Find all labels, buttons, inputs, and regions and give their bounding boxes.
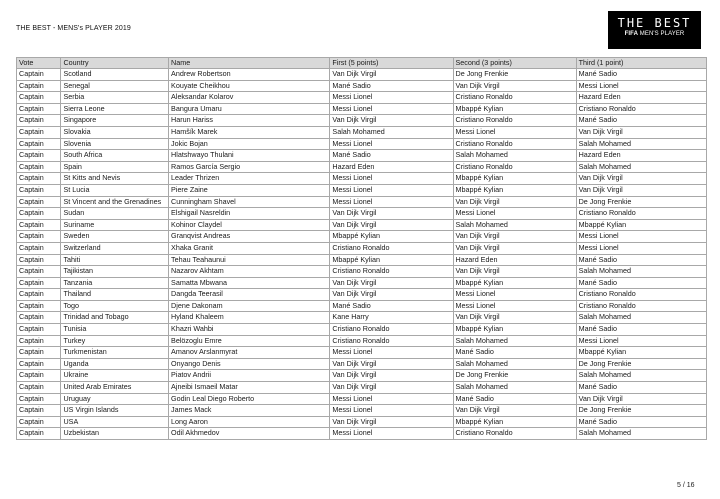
cell-third: Salah Mohamed	[576, 161, 706, 173]
cell-second: Cristiano Ronaldo	[453, 138, 576, 150]
cell-vote: Captain	[17, 161, 61, 173]
logo-line-1: THE BEST	[617, 16, 692, 30]
table-row	[17, 289, 707, 301]
table-row	[17, 126, 707, 138]
cell-country: Suriname	[61, 219, 169, 231]
cell-country: Uruguay	[61, 393, 169, 405]
cell-third: Mané Sadio	[576, 277, 706, 289]
cell-second: Hazard Eden	[453, 254, 576, 266]
cell-second: Mbappé Kylian	[453, 277, 576, 289]
cell-third: Cristiano Ronaldo	[576, 103, 706, 115]
cell-vote: Captain	[17, 196, 61, 208]
cell-third: De Jong Frenkie	[576, 358, 706, 370]
cell-third: Mbappé Kylian	[576, 347, 706, 359]
cell-vote: Captain	[17, 405, 61, 417]
cell-vote: Captain	[17, 231, 61, 243]
cell-third: Hazard Eden	[576, 92, 706, 104]
cell-first: Van Dijk Virgil	[330, 370, 453, 382]
cell-name: Long Aaron	[169, 416, 330, 428]
cell-name: Kohinor Claydel	[169, 219, 330, 231]
cell-first: Cristiano Ronaldo	[330, 324, 453, 336]
cell-first: Messi Lionel	[330, 92, 453, 104]
cell-name: Cunningham Shavel	[169, 196, 330, 208]
cell-third: Cristiano Ronaldo	[576, 300, 706, 312]
cell-vote: Captain	[17, 254, 61, 266]
cell-country: Uganda	[61, 358, 169, 370]
cell-country: Switzerland	[61, 242, 169, 254]
cell-third: De Jong Frenkie	[576, 405, 706, 417]
cell-first: Mbappé Kylian	[330, 254, 453, 266]
cell-first: Mané Sadio	[330, 80, 453, 92]
table-row	[17, 370, 707, 382]
cell-name: Odil Akhmedov	[169, 428, 330, 440]
table-row	[17, 405, 707, 417]
cell-country: Sierra Leone	[61, 103, 169, 115]
cell-first: Mané Sadio	[330, 300, 453, 312]
cell-name: Harun Hariss	[169, 115, 330, 127]
cell-third: Cristiano Ronaldo	[576, 208, 706, 220]
cell-third: Messi Lionel	[576, 242, 706, 254]
cell-first: Messi Lionel	[330, 138, 453, 150]
cell-country: Serbia	[61, 92, 169, 104]
cell-name: Dangda Teerasil	[169, 289, 330, 301]
cell-name: Nazarov Akhtam	[169, 266, 330, 278]
cell-first: Kane Harry	[330, 312, 453, 324]
cell-third: Messi Lionel	[576, 231, 706, 243]
cell-vote: Captain	[17, 324, 61, 336]
cell-second: Salah Mohamed	[453, 150, 576, 162]
cell-third: Mbappé Kylian	[576, 219, 706, 231]
cell-vote: Captain	[17, 126, 61, 138]
table-row	[17, 196, 707, 208]
header-second: Second (3 points)	[453, 58, 576, 69]
cell-second: Mbappé Kylian	[453, 184, 576, 196]
cell-vote: Captain	[17, 300, 61, 312]
cell-second: Cristiano Ronaldo	[453, 115, 576, 127]
table-row	[17, 254, 707, 266]
table-row	[17, 208, 707, 220]
cell-second: De Jong Frenkie	[453, 69, 576, 81]
table-body	[17, 69, 707, 440]
table-row	[17, 416, 707, 428]
cell-country: Togo	[61, 300, 169, 312]
cell-vote: Captain	[17, 416, 61, 428]
cell-first: Messi Lionel	[330, 196, 453, 208]
cell-name: Belözoglu Emre	[169, 335, 330, 347]
cell-third: Van Dijk Virgil	[576, 184, 706, 196]
table-row	[17, 150, 707, 162]
cell-vote: Captain	[17, 393, 61, 405]
cell-third: Salah Mohamed	[576, 138, 706, 150]
cell-country: Scotland	[61, 69, 169, 81]
table-row	[17, 382, 707, 394]
cell-country: St Kitts and Nevis	[61, 173, 169, 185]
cell-first: Messi Lionel	[330, 103, 453, 115]
cell-name: Piere Zaine	[169, 184, 330, 196]
table-row	[17, 173, 707, 185]
cell-name: Samatta Mbwana	[169, 277, 330, 289]
cell-second: Van Dijk Virgil	[453, 80, 576, 92]
cell-third: Messi Lionel	[576, 80, 706, 92]
cell-first: Cristiano Ronaldo	[330, 266, 453, 278]
cell-first: Cristiano Ronaldo	[330, 242, 453, 254]
cell-third: De Jong Frenkie	[576, 196, 706, 208]
the-best-fifa-logo	[608, 11, 701, 49]
table-row	[17, 335, 707, 347]
cell-country: Thailand	[61, 289, 169, 301]
table-row	[17, 300, 707, 312]
table-row	[17, 242, 707, 254]
table-row	[17, 266, 707, 278]
cell-country: Tahiti	[61, 254, 169, 266]
cell-country: Tajikistan	[61, 266, 169, 278]
cell-second: Mbappé Kylian	[453, 416, 576, 428]
cell-name: Amanov Arslanmyrat	[169, 347, 330, 359]
table-row	[17, 103, 707, 115]
cell-third: Salah Mohamed	[576, 370, 706, 382]
cell-vote: Captain	[17, 115, 61, 127]
cell-name: Onyango Denis	[169, 358, 330, 370]
cell-third: Mané Sadio	[576, 115, 706, 127]
header-country: Country	[61, 58, 169, 69]
cell-name: Ramos García Sergio	[169, 161, 330, 173]
cell-second: Messi Lionel	[453, 208, 576, 220]
cell-second: Messi Lionel	[453, 300, 576, 312]
cell-country: Turkmenistan	[61, 347, 169, 359]
cell-second: Salah Mohamed	[453, 335, 576, 347]
table-row	[17, 80, 707, 92]
cell-third: Mané Sadio	[576, 324, 706, 336]
cell-country: Tunisia	[61, 324, 169, 336]
cell-vote: Captain	[17, 289, 61, 301]
cell-country: Uzbekistan	[61, 428, 169, 440]
cell-third: Mané Sadio	[576, 416, 706, 428]
cell-first: Van Dijk Virgil	[330, 219, 453, 231]
cell-country: Sweden	[61, 231, 169, 243]
cell-vote: Captain	[17, 173, 61, 185]
cell-name: Aleksandar Kolarov	[169, 92, 330, 104]
table-header-row	[17, 58, 707, 69]
cell-name: Kouyate Cheikhou	[169, 80, 330, 92]
cell-vote: Captain	[17, 277, 61, 289]
cell-first: Messi Lionel	[330, 393, 453, 405]
cell-country: Turkey	[61, 335, 169, 347]
cell-vote: Captain	[17, 103, 61, 115]
cell-country: St Vincent and the Grenadines	[61, 196, 169, 208]
cell-third: Salah Mohamed	[576, 312, 706, 324]
cell-name: Hyland Khaleem	[169, 312, 330, 324]
cell-third: Messi Lionel	[576, 335, 706, 347]
cell-country: US Virgin Islands	[61, 405, 169, 417]
cell-first: Messi Lionel	[330, 405, 453, 417]
cell-second: Van Dijk Virgil	[453, 312, 576, 324]
cell-first: Mané Sadio	[330, 150, 453, 162]
cell-name: Godin Leal Diego Roberto	[169, 393, 330, 405]
cell-name: Hlatshwayo Thulani	[169, 150, 330, 162]
cell-country: Slovenia	[61, 138, 169, 150]
cell-second: Cristiano Ronaldo	[453, 428, 576, 440]
cell-first: Hazard Eden	[330, 161, 453, 173]
logo-line-2	[608, 30, 701, 39]
cell-second: Messi Lionel	[453, 289, 576, 301]
cell-country: St Lucia	[61, 184, 169, 196]
cell-third: Salah Mohamed	[576, 266, 706, 278]
cell-third: Van Dijk Virgil	[576, 126, 706, 138]
document-title: THE BEST - MENS's PLAYER 2019	[16, 25, 131, 32]
cell-vote: Captain	[17, 219, 61, 231]
cell-name: Jokic Bojan	[169, 138, 330, 150]
table-row	[17, 115, 707, 127]
cell-third: Mané Sadio	[576, 69, 706, 81]
cell-vote: Captain	[17, 266, 61, 278]
cell-second: De Jong Frenkie	[453, 370, 576, 382]
cell-second: Van Dijk Virgil	[453, 405, 576, 417]
logo-fifa-text: FIFA	[624, 31, 639, 37]
cell-name: Elshigail Nasreldin	[169, 208, 330, 220]
cell-second: Van Dijk Virgil	[453, 242, 576, 254]
cell-vote: Captain	[17, 208, 61, 220]
table-row	[17, 324, 707, 336]
table-row	[17, 277, 707, 289]
logo-mens-player-text: MEN'S PLAYER	[638, 31, 685, 37]
cell-second: Salah Mohamed	[453, 219, 576, 231]
cell-third: Hazard Eden	[576, 150, 706, 162]
cell-vote: Captain	[17, 80, 61, 92]
cell-name: Leader Thrizen	[169, 173, 330, 185]
cell-vote: Captain	[17, 242, 61, 254]
cell-name: Bangura Umaru	[169, 103, 330, 115]
cell-country: Senegal	[61, 80, 169, 92]
table-row	[17, 428, 707, 440]
cell-vote: Captain	[17, 358, 61, 370]
cell-country: Slovakia	[61, 126, 169, 138]
cell-vote: Captain	[17, 428, 61, 440]
table-row	[17, 358, 707, 370]
cell-country: USA	[61, 416, 169, 428]
cell-second: Mbappé Kylian	[453, 324, 576, 336]
cell-name: Piatov Andrii	[169, 370, 330, 382]
cell-third: Van Dijk Virgil	[576, 393, 706, 405]
cell-first: Messi Lionel	[330, 173, 453, 185]
table-row	[17, 312, 707, 324]
header-name: Name	[169, 58, 330, 69]
cell-first: Van Dijk Virgil	[330, 416, 453, 428]
cell-third: Mané Sadio	[576, 254, 706, 266]
cell-second: Mané Sadio	[453, 393, 576, 405]
cell-first: Van Dijk Virgil	[330, 382, 453, 394]
table-row	[17, 347, 707, 359]
cell-vote: Captain	[17, 184, 61, 196]
cell-second: Van Dijk Virgil	[453, 231, 576, 243]
cell-country: Tanzania	[61, 277, 169, 289]
cell-first: Messi Lionel	[330, 428, 453, 440]
cell-first: Van Dijk Virgil	[330, 289, 453, 301]
cell-vote: Captain	[17, 138, 61, 150]
cell-name: Granqvist Andreas	[169, 231, 330, 243]
cell-first: Van Dijk Virgil	[330, 69, 453, 81]
cell-second: Van Dijk Virgil	[453, 196, 576, 208]
cell-first: Messi Lionel	[330, 184, 453, 196]
cell-vote: Captain	[17, 150, 61, 162]
cell-first: Cristiano Ronaldo	[330, 335, 453, 347]
cell-second: Van Dijk Virgil	[453, 266, 576, 278]
cell-first: Messi Lionel	[330, 347, 453, 359]
cell-country: United Arab Emirates	[61, 382, 169, 394]
table-row	[17, 231, 707, 243]
cell-vote: Captain	[17, 92, 61, 104]
table-row	[17, 92, 707, 104]
cell-second: Cristiano Ronaldo	[453, 92, 576, 104]
cell-country: Spain	[61, 161, 169, 173]
cell-name: Khazri Wahbi	[169, 324, 330, 336]
cell-second: Cristiano Ronaldo	[453, 161, 576, 173]
cell-first: Mbappé Kylian	[330, 231, 453, 243]
cell-vote: Captain	[17, 370, 61, 382]
cell-first: Van Dijk Virgil	[330, 115, 453, 127]
cell-name: Hamšík Marek	[169, 126, 330, 138]
cell-second: Mané Sadio	[453, 347, 576, 359]
header-first: First (5 points)	[330, 58, 453, 69]
cell-vote: Captain	[17, 347, 61, 359]
cell-vote: Captain	[17, 335, 61, 347]
cell-country: Sudan	[61, 208, 169, 220]
cell-first: Van Dijk Virgil	[330, 358, 453, 370]
cell-third: Van Dijk Virgil	[576, 173, 706, 185]
table-row	[17, 161, 707, 173]
table-row	[17, 219, 707, 231]
cell-country: Ukraine	[61, 370, 169, 382]
cell-second: Salah Mohamed	[453, 358, 576, 370]
votes-table	[16, 57, 707, 440]
cell-second: Mbappé Kylian	[453, 103, 576, 115]
cell-second: Salah Mohamed	[453, 382, 576, 394]
cell-vote: Captain	[17, 312, 61, 324]
header-third: Third (1 point)	[576, 58, 706, 69]
cell-name: Djene Dakonam	[169, 300, 330, 312]
cell-country: Trinidad and Tobago	[61, 312, 169, 324]
cell-first: Van Dijk Virgil	[330, 208, 453, 220]
cell-first: Van Dijk Virgil	[330, 277, 453, 289]
cell-second: Messi Lionel	[453, 126, 576, 138]
cell-third: Salah Mohamed	[576, 428, 706, 440]
table-row	[17, 138, 707, 150]
header-vote: Vote	[17, 58, 61, 69]
cell-name: Xhaka Granit	[169, 242, 330, 254]
cell-vote: Captain	[17, 69, 61, 81]
cell-third: Cristiano Ronaldo	[576, 289, 706, 301]
table-row	[17, 184, 707, 196]
cell-third: Mané Sadio	[576, 382, 706, 394]
cell-name: James Mack	[169, 405, 330, 417]
cell-vote: Captain	[17, 382, 61, 394]
cell-name: Ajneibi Ismaeil Matar	[169, 382, 330, 394]
cell-name: Tehau Teahaunui	[169, 254, 330, 266]
cell-country: South Africa	[61, 150, 169, 162]
table-row	[17, 69, 707, 81]
page-number: 5 / 16	[677, 482, 695, 489]
cell-country: Singapore	[61, 115, 169, 127]
cell-second: Mbappé Kylian	[453, 173, 576, 185]
cell-first: Salah Mohamed	[330, 126, 453, 138]
table-row	[17, 393, 707, 405]
cell-name: Andrew Robertson	[169, 69, 330, 81]
